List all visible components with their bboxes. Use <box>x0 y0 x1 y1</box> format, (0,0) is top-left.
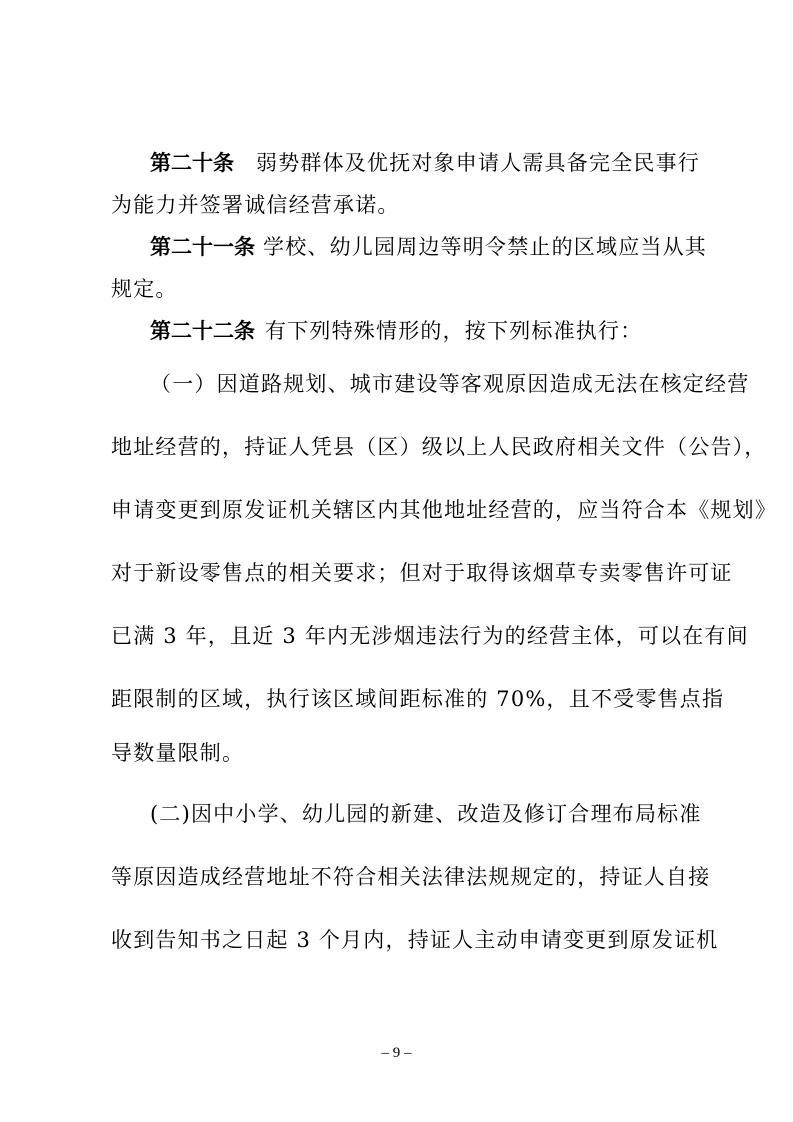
clause-1-line-7: 导数量限制。 <box>111 741 245 765</box>
clause-1-line-1: （一）因道路规划、城市建设等客观原因造成无法在核定经营 <box>150 372 750 396</box>
article-20-text-1: 弱势群体及优抚对象申请人需具备完全民事行 <box>256 151 700 175</box>
article-20-number: 第二十条 <box>150 151 234 175</box>
article-21-line-2 <box>111 276 689 302</box>
article-21-text-1: 学校、幼儿园周边等明令禁止的区域应当从其 <box>263 235 707 259</box>
article-21-line-1 <box>150 234 707 260</box>
clause-1-line-5: 已满 3 年，且近 3 年内无涉烟违法行为的经营主体，可以在有间 <box>111 624 749 648</box>
clause-2-line-3: 收到告知书之日起 3 个月内，持证人主动申请变更到原发证机 <box>111 928 719 952</box>
clause-1-line-4: 对于新设零售点的相关要求；但对于取得该烟草专卖零售许可证 <box>111 561 733 585</box>
clause-1-line-2: 地址经营的，持证人凭县（区）级以上人民政府相关文件（公告）， <box>111 435 767 459</box>
article-21-number: 第二十一条 <box>150 235 255 259</box>
article-22-line-1 <box>150 318 690 344</box>
article-22-number: 第二十二条 <box>150 319 255 343</box>
clause-1-line-6: 距限制的区域，执行该区域间距标准的 70%，且不受零售点指 <box>111 687 725 711</box>
article-20-line-1 <box>150 150 700 176</box>
article-22-intro: 有下列特殊情形的，按下列标准执行： <box>265 319 643 343</box>
article-20-text-2: 为能力并签署诚信经营承诺。 <box>111 193 400 217</box>
article-21-text-2: 规定。 <box>111 277 178 301</box>
clause-1-line-3: 申请变更到原发证机关辖区内其他地址经营的，应当符合本《规划》 <box>111 498 777 522</box>
clause-2-line-1: (二)因中小学、幼儿园的新建、改造及修订合理布局标准 <box>150 802 702 826</box>
article-20-line-2 <box>111 192 689 218</box>
page-number: – 9 – <box>381 1045 412 1061</box>
clause-2-line-2: 等原因造成经营地址不符合相关法律法规规定的，持证人自接 <box>111 865 711 889</box>
